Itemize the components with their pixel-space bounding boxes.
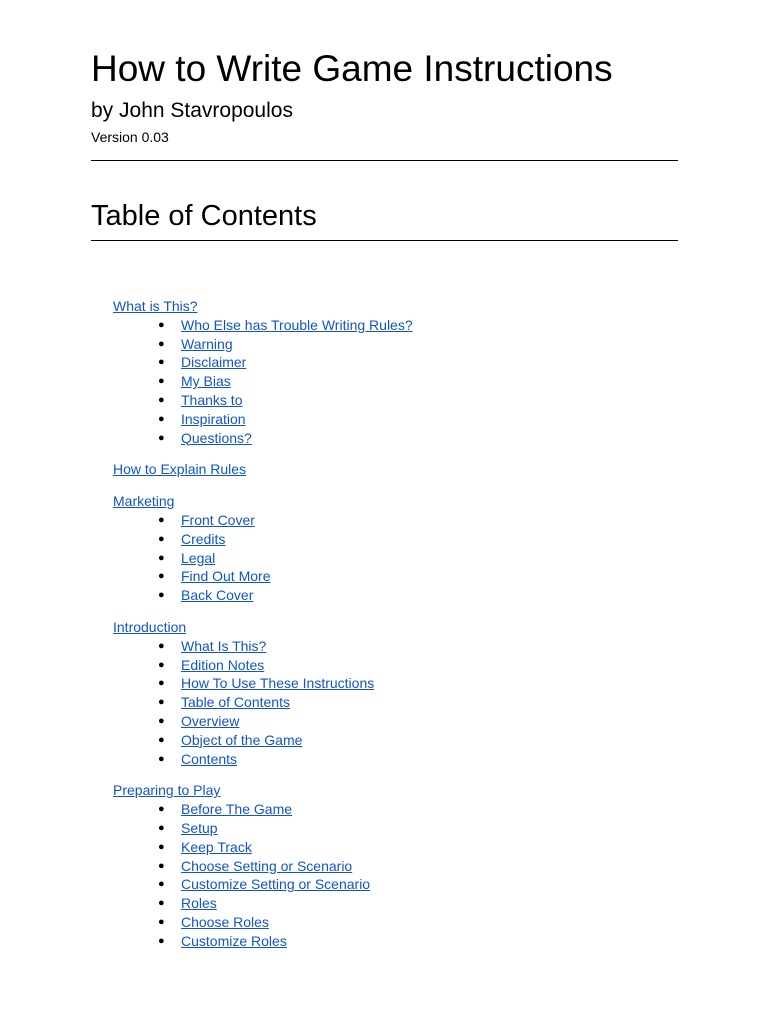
bullet-icon: ● (158, 803, 165, 816)
toc-subsection-link[interactable]: Front Cover (181, 511, 255, 528)
toc-subsection-item (113, 674, 673, 693)
toc-subsection-list (113, 316, 673, 448)
toc-subsection-link[interactable]: What Is This? (181, 637, 267, 654)
toc-subsection-item (113, 567, 673, 586)
toc-subsection-link[interactable]: Customize Setting or Scenario (181, 876, 371, 893)
toc-subsection-link[interactable]: Back Cover (181, 587, 254, 604)
toc-subsection-item (113, 800, 673, 819)
toc-subsection-link[interactable]: Credits (181, 530, 226, 547)
toc-subsection-link[interactable]: Table of Contents (181, 694, 290, 711)
toc-subsection-item (113, 875, 673, 894)
toc-subsection-link[interactable]: Choose Setting or Scenario (181, 857, 353, 874)
bullet-icon: ● (158, 658, 165, 671)
document-title: How to Write Game Instructions (91, 48, 613, 89)
toc-subsection-list (113, 637, 673, 769)
title-divider (91, 160, 678, 161)
bullet-icon: ● (158, 513, 165, 526)
toc-subsection-link[interactable]: Questions? (181, 429, 252, 446)
bullet-icon: ● (158, 677, 165, 690)
toc-subsection-link[interactable]: Edition Notes (181, 656, 265, 673)
bullet-icon: ● (158, 714, 165, 727)
bullet-icon: ● (158, 878, 165, 891)
toc-subsection-list (113, 800, 673, 950)
toc-heading-divider (91, 240, 678, 241)
bullet-icon: ● (158, 915, 165, 928)
bullet-icon: ● (158, 375, 165, 388)
toc-subsection-item (113, 932, 673, 951)
bullet-icon: ● (158, 412, 165, 425)
bullet-icon: ● (158, 532, 165, 545)
toc-section (113, 297, 673, 447)
bullet-icon: ● (158, 570, 165, 583)
toc-subsection-link[interactable]: Contents (181, 750, 238, 767)
toc-heading: Table of Contents (91, 200, 317, 232)
toc-subsection-item (113, 372, 673, 391)
toc-subsection-link[interactable]: Customize Roles (181, 932, 287, 949)
toc-subsection-link[interactable]: Inspiration (181, 410, 246, 427)
bullet-icon: ● (158, 821, 165, 834)
bullet-icon: ● (158, 318, 165, 331)
bullet-icon: ● (158, 840, 165, 853)
toc-subsection-item (113, 586, 673, 605)
toc-subsection-item (113, 693, 673, 712)
toc-subsection-link[interactable]: My Bias (181, 373, 231, 390)
toc-subsection-item (113, 731, 673, 750)
toc-section (113, 492, 673, 605)
document-version: Version 0.03 (91, 129, 169, 145)
toc-subsection-item (113, 335, 673, 354)
bullet-icon: ● (158, 733, 165, 746)
toc-subsection-link[interactable]: Thanks to (181, 391, 243, 408)
toc-subsection-item (113, 857, 673, 876)
toc-subsection-item (113, 712, 673, 731)
toc-subsection-link[interactable]: Disclaimer (181, 354, 247, 371)
bullet-icon: ● (158, 589, 165, 602)
toc-subsection-link[interactable]: Warning (181, 335, 233, 352)
toc-subsection-link[interactable]: Who Else has Trouble Writing Rules? (181, 316, 413, 333)
toc-section-link[interactable]: Preparing to Play (113, 782, 221, 799)
toc-subsection-link[interactable]: Setup (181, 819, 218, 836)
toc-section-link[interactable]: What is This? (113, 298, 198, 314)
toc-subsection-item (113, 511, 673, 530)
toc-subsection-link[interactable]: Find Out More (181, 568, 271, 585)
bullet-icon: ● (158, 393, 165, 406)
toc-subsection-link[interactable]: Roles (181, 895, 217, 912)
toc-subsection-item (113, 530, 673, 549)
bullet-icon: ● (158, 337, 165, 350)
toc-subsection-item (113, 316, 673, 335)
bullet-icon: ● (158, 551, 165, 564)
bullet-icon: ● (158, 934, 165, 947)
bullet-icon: ● (158, 431, 165, 444)
toc-section (113, 781, 673, 950)
bullet-icon: ● (158, 897, 165, 910)
toc-subsection-item (113, 838, 673, 857)
toc-subsection-item (113, 429, 673, 448)
toc-subsection-link[interactable]: Before The Game (181, 801, 293, 818)
bullet-icon: ● (158, 356, 165, 369)
toc-subsection-item (113, 637, 673, 656)
toc-subsection-item (113, 819, 673, 838)
toc-section (113, 618, 673, 768)
toc-subsection-item (113, 391, 673, 410)
bullet-icon: ● (158, 639, 165, 652)
toc-subsection-link[interactable]: How To Use These Instructions (181, 675, 375, 692)
toc-subsection-item (113, 353, 673, 372)
toc-section-link[interactable]: How to Explain Rules (113, 461, 247, 478)
bullet-icon: ● (158, 859, 165, 872)
toc-subsection-link[interactable]: Choose Roles (181, 913, 269, 930)
toc-section-link[interactable]: Introduction (113, 618, 187, 635)
toc-section (113, 460, 673, 479)
document-author: by John Stavropoulos (91, 99, 293, 122)
toc-subsection-list (113, 511, 673, 605)
toc-subsection-link[interactable]: Object of the Game (181, 731, 303, 748)
toc-subsection-link[interactable]: Keep Track (181, 838, 252, 855)
toc-subsection-item (113, 410, 673, 429)
toc-subsection-item (113, 750, 673, 769)
toc-subsection-item (113, 549, 673, 568)
toc-subsection-item (113, 913, 673, 932)
toc-subsection-item (113, 894, 673, 913)
bullet-icon: ● (158, 696, 165, 709)
toc-section-link[interactable]: Marketing (113, 493, 175, 510)
toc-subsection-link[interactable]: Legal (181, 549, 216, 566)
table-of-contents (113, 297, 673, 964)
toc-subsection-item (113, 656, 673, 675)
toc-subsection-link[interactable]: Overview (181, 712, 240, 729)
bullet-icon: ● (158, 752, 165, 765)
